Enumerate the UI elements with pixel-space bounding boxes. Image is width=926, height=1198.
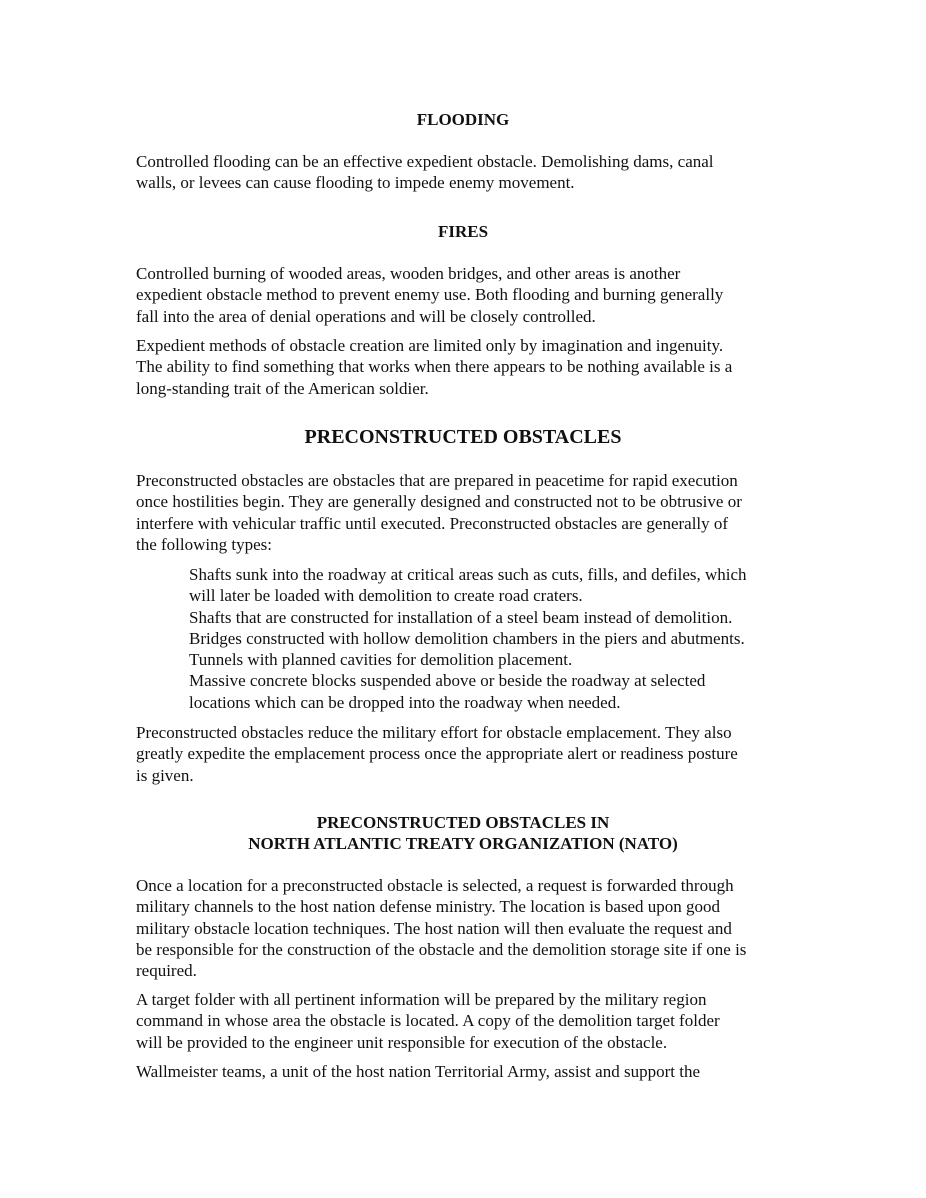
text-line: military channels to the host nation defense ministry. The location is based upon good <box>136 897 721 917</box>
list-item: Massive concrete blocks suspended above or beside the roadway at selected <box>189 671 706 691</box>
text-line: interfere with vehicular traffic until executed. Preconstructed obstacles are generally of <box>136 513 729 533</box>
text-line: Controlled flooding can be an effective expedient obstacle. Demolishing dams, canal <box>136 152 714 171</box>
text-line: Once a location for a preconstructed obstacle is selected, a request is forwarded through <box>136 876 734 895</box>
text-line: Wallmeister teams, a unit of the host nation Territorial Army, assist and support the <box>136 1062 700 1081</box>
text-line: expedient obstacle method to prevent enemy use. Both flooding and burning generally <box>136 285 724 305</box>
text-line: required. <box>136 961 197 981</box>
paragraph-fires-1 <box>136 263 796 327</box>
list-item: Shafts sunk into the roadway at critical areas such as cuts, fills, and defiles, which <box>189 565 747 584</box>
text-line: once hostilities begin. They are generally designed and constructed not to be obtrusive or <box>136 492 742 512</box>
text-line: Controlled burning of wooded areas, wooden bridges, and other areas is another <box>136 264 681 283</box>
text-line: A target folder with all pertinent information will be prepared by the military region <box>136 990 707 1009</box>
paragraph-preconstructed-intro <box>136 470 796 555</box>
paragraph-nato-3 <box>136 1061 796 1082</box>
obstacle-types-list <box>189 564 809 713</box>
list-item: Tunnels with planned cavities for demolition placement. <box>189 650 573 670</box>
heading-nato <box>136 812 790 854</box>
paragraph-nato-1 <box>136 875 796 981</box>
text-line: command in whose area the obstacle is located. A copy of the demolition target folder <box>136 1011 720 1031</box>
text-line: greatly expedite the emplacement process once the appropriate alert or readiness posture <box>136 744 738 764</box>
text-line: will be provided to the engineer unit responsible for execution of the obstacle. <box>136 1032 668 1052</box>
text-line: fall into the area of denial operations and will be closely controlled. <box>136 306 596 326</box>
heading-preconstructed-obstacles: PRECONSTRUCTED OBSTACLES <box>304 426 622 448</box>
heading-fires: FIRES <box>437 222 489 241</box>
list-item: Shafts that are constructed for installation of a steel beam instead of demolition. <box>189 607 733 627</box>
list-item: will later be loaded with demolition to create road craters. <box>189 586 583 606</box>
text-line: walls, or levees can cause flooding to impede enemy movement. <box>136 173 575 193</box>
text-line: The ability to find something that works when there appears to be nothing available is a <box>136 357 733 377</box>
paragraph-nato-2 <box>136 989 796 1053</box>
text-line: is given. <box>136 765 194 785</box>
text-line: military obstacle location techniques. The host nation will then evaluate the request and <box>136 918 732 938</box>
text-line: Preconstructed obstacles are obstacles that are prepared in peacetime for rapid execution <box>136 471 738 490</box>
paragraph-flooding <box>136 151 796 194</box>
heading-line: NORTH ATLANTIC TREATY ORGANIZATION (NATO) <box>248 834 678 853</box>
text-line: be responsible for the construction of the obstacle and the demolition storage site if one is <box>136 939 747 959</box>
paragraph-fires-2 <box>136 335 796 399</box>
text-line: the following types: <box>136 534 272 554</box>
list-item: locations which can be dropped into the roadway when needed. <box>189 692 621 712</box>
text-line: Expedient methods of obstacle creation are limited only by imagination and ingenuity. <box>136 336 724 355</box>
text-line: Preconstructed obstacles reduce the military effort for obstacle emplacement. They also <box>136 723 732 742</box>
heading-line: PRECONSTRUCTED OBSTACLES IN <box>316 813 610 832</box>
text-line: long-standing trait of the American soldier. <box>136 378 429 398</box>
paragraph-preconstructed-closing <box>136 722 796 786</box>
list-item: Bridges constructed with hollow demolition chambers in the piers and abutments. <box>189 628 745 648</box>
heading-flooding: FLOODING <box>416 110 510 129</box>
